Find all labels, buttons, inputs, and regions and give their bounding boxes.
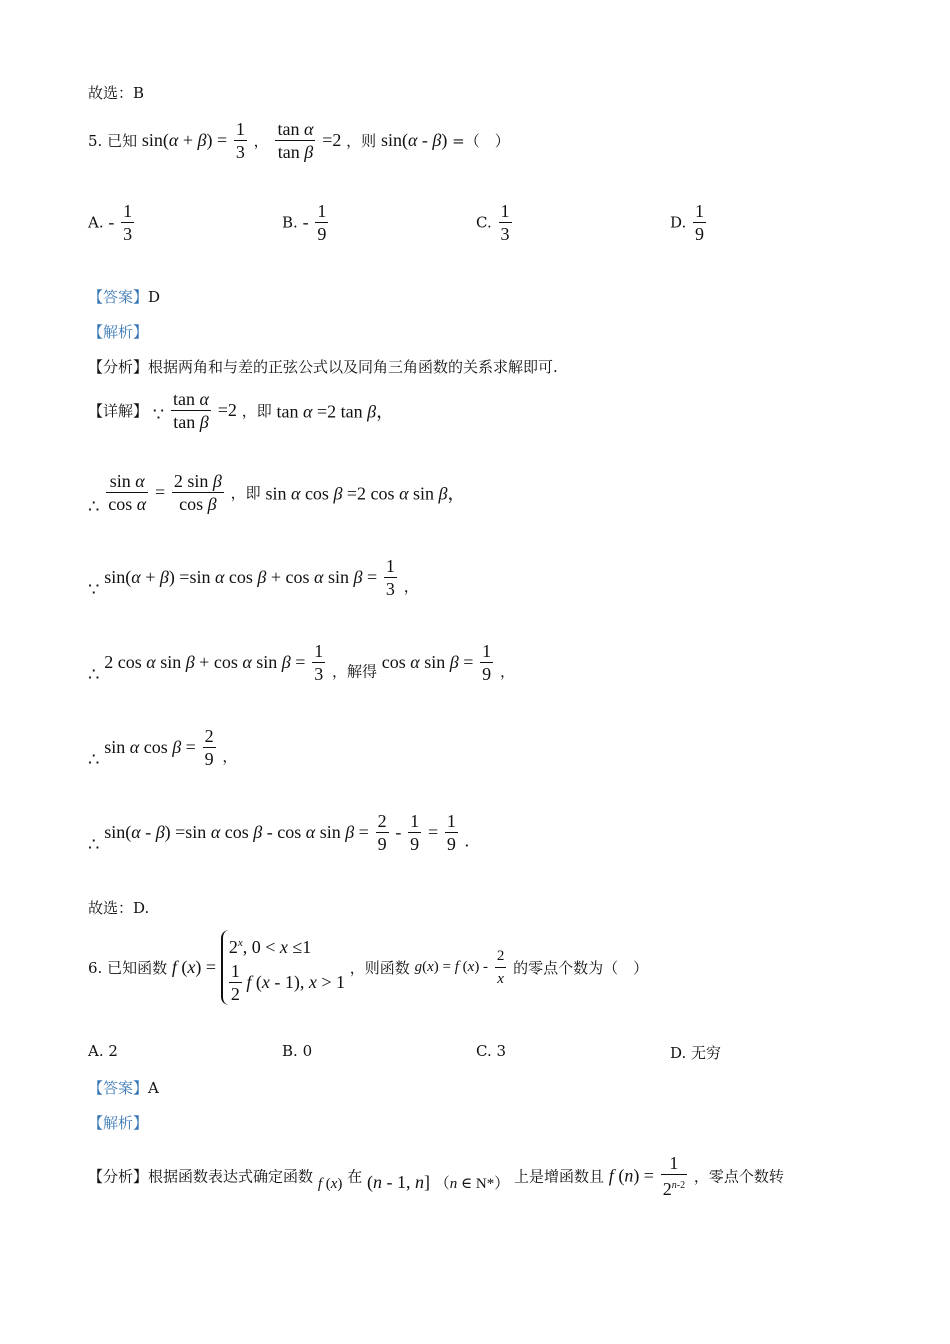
q5-analysis-label: 【解析】	[88, 323, 149, 341]
q5-fraction-tan-ratio: $\frac{\text{tan α}}{\text{tan β}}$	[277, 119, 314, 162]
answer-label: 【答案】	[88, 288, 149, 306]
q6-answer: A	[148, 1079, 159, 1097]
q6-option-c[interactable]: C. 3	[476, 1042, 507, 1060]
q6-option-d[interactable]: D. 无穷	[670, 1044, 722, 1062]
q6-option-a[interactable]: A. 2	[88, 1042, 118, 1060]
q5-then: ，则	[346, 132, 377, 150]
q5-detail-line-6: ∴ sin(α - β) =sin α cos β - cos α sin β = $\frac{2}{9}$ - $\frac{1}{9}$ = $\frac{1}{9}$ .	[88, 811, 470, 855]
q5-option-c[interactable]: C. $\frac{1}{3}$	[476, 201, 510, 244]
q5-fraction-one-third: $\frac{1}{3}$	[235, 119, 245, 162]
answer-label: 【答案】	[88, 1079, 149, 1097]
question-5-stem: 5. 已知 sin(α + β) = $\frac{1}{3}$ ， $\frac{\text{tan α}}{\text{tan β}}$ =2 ，则 sin(α - β) =（ ）	[88, 119, 510, 162]
q6-piecewise: 2$^x$, 0 < x ≤1 $\frac{1}{2}$ f (x - 1), x > 1	[221, 930, 345, 1005]
question-6-stem: 6. 已知函数 f (x) = 2$^x$, 0 < x ≤1 $\frac{1}{2}$ f (x - 1), x > 1 ，则函数 g(x) = f (x) - $\frac{2}{x}$ 的零点个数为（ ）	[88, 930, 648, 1005]
q5-answer-line	[88, 286, 160, 307]
q5-detail-line-5: ∴ sin α cos β = $\frac{2}{9}$ ，	[88, 726, 238, 770]
q5-detail-line-1: 【详解】 ∵ $\frac{\text{tan α}}{\text{tan β}}$ =2 ，即 tan α =2 tan β，	[88, 389, 395, 432]
q5-detail-line-3: ∵ sin(α + β) =sin α cos β + cos α sin β = $\frac{1}{3}$ ，	[88, 556, 419, 600]
q5-prefix: 5. 已知	[88, 132, 138, 150]
q5-paren: =（ ）	[452, 132, 510, 150]
q5-final-choice: 故选：D.	[88, 899, 150, 917]
q6-analysis-label: 【解析】	[88, 1114, 149, 1132]
q5-answer: D	[148, 288, 161, 306]
q5-formula-sin-sum: sin(α + β) =	[141, 130, 228, 150]
q5-fenxi-text: 根据两角和与差的正弦公式以及同角三角函数的关系求解即可.	[148, 358, 558, 376]
q6-answer-line	[88, 1077, 159, 1098]
q6-option-b[interactable]: B. 0	[282, 1042, 313, 1060]
q5-fenxi-line: 【分析】根据两角和与差的正弦公式以及同角三角函数的关系求解即可.	[88, 358, 558, 376]
q5-option-d[interactable]: D. $\frac{1}{9}$	[670, 201, 705, 244]
q5-option-a[interactable]: A. - $\frac{1}{3}$	[88, 201, 133, 244]
q5-option-b[interactable]: B. - $\frac{1}{9}$	[282, 201, 327, 244]
q5-detail-line-4: ∴ 2 cos α sin β + cos α sin β = $\frac{1}{3}$ ，解得 cos α sin β = $\frac{1}{9}$ ，	[88, 641, 515, 685]
q6-fenxi-line: 【分析】根据函数表达式确定函数 f (x) 在 (n - 1, n] （n ∈ N*） 上是增函数且 f (n) = $\frac{1}{2^{n-2}}$ ，零点个数转	[88, 1153, 784, 1199]
q5-formula-sin-diff: sin(α - β)	[380, 130, 448, 150]
q5-detail-line-2: ∴ $\frac{\text{sin α}}{\text{cos α}}$ = $\frac{\text{2 sin β}}{\text{cos β}}$ ，即 sin α cos β =2 cos α sin β，	[88, 471, 466, 517]
previous-answer-line: 故选：B	[88, 84, 145, 102]
